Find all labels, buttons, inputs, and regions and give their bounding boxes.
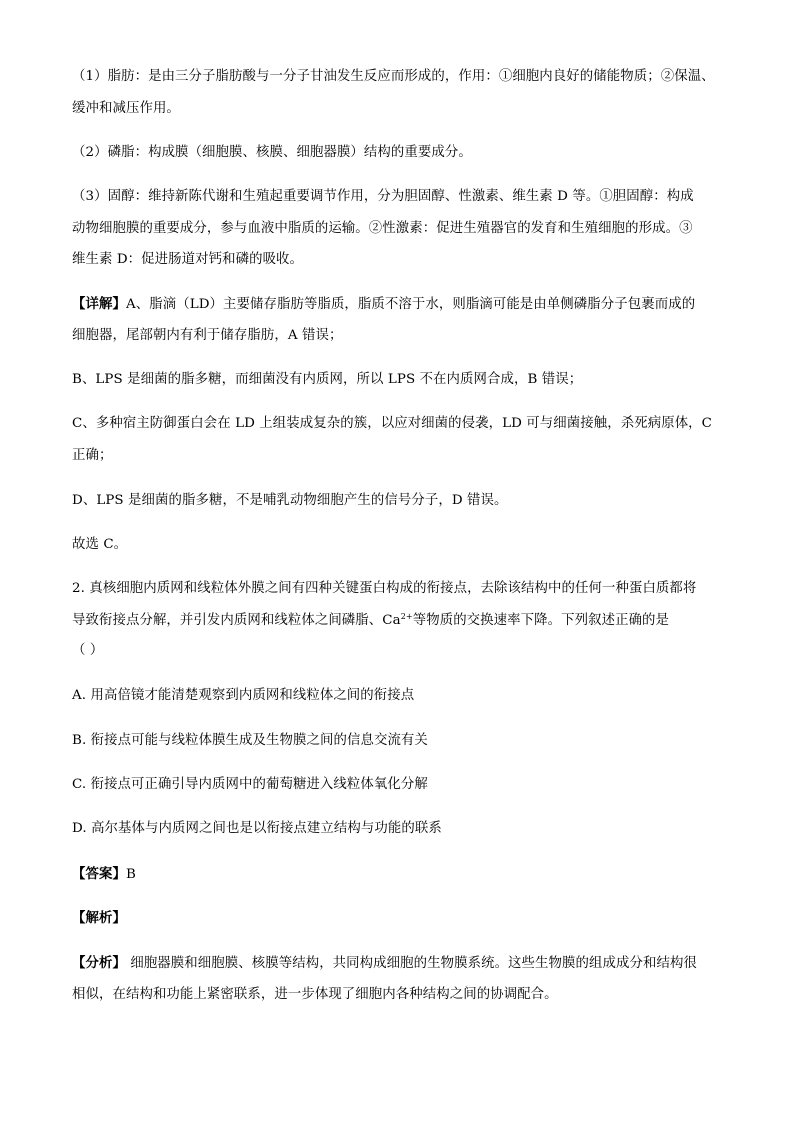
calcium-charge: 2+ xyxy=(400,612,413,621)
analysis-intro-line-2: 相似，在结构和功能上紧密联系，进一步体现了细胞内各种结构之间的协调配合。 xyxy=(72,987,558,1002)
detail-a-text: A、脂滴（LD）主要储存脂肪等脂质，脂质不溶于水，则脂滴可能是由单侧磷脂分子包裹而成的 xyxy=(125,297,696,312)
detail-c-line-1: C、多种宿主防御蛋白会在 LD 上组装成复杂的簇，以应对细菌的侵袭，LD 可与细菌接触，杀死病原体，C xyxy=(72,416,713,431)
question2-line-1: 2. 真核细胞内质网和线粒体外膜之间有四种关键蛋白构成的衔接点，去除该结构中的任何一种蛋白质都将 xyxy=(72,581,697,596)
detail-b-line: B、LPS 是细菌的脂多糖，而细菌没有内质网，所以 LPS 不在内质网合成，B 错误； xyxy=(72,372,583,387)
analysis-label: 【解析】 xyxy=(72,910,126,926)
sterol-line-1: （3）固醇：维持新陈代谢和生殖起重要调节作用，分为胆固醇、性激素、维生素 D 等。①胆固醇：构成 xyxy=(72,189,694,204)
answer-value: B xyxy=(125,867,136,882)
option-a: A. 用高倍镜才能清楚观察到内质网和线粒体之间的衔接点 xyxy=(72,688,415,703)
detail-d-line: D、LPS 是细菌的脂多糖，不是哺乳动物细胞产生的信号分子，D 错误。 xyxy=(72,493,508,508)
analysis-intro-label: 【分析】 xyxy=(72,955,126,971)
question2-line-2-after: 等物质的交换速率下降。下列叙述正确的是 xyxy=(412,613,670,628)
sterol-line-3: 维生素 D：促进肠道对钙和磷的吸收。 xyxy=(72,252,304,267)
conclusion-line: 故选 C。 xyxy=(72,537,128,552)
question2-line-3: （ ） xyxy=(72,643,104,658)
fat-line-2: 缓冲和减压作用。 xyxy=(72,101,180,116)
question2-line-2 xyxy=(72,612,732,630)
detail-c-line-2: 正确； xyxy=(72,448,113,463)
question2-line-2-before: 导致衔接点分解，并引发内质网和线粒体之间磷脂、Ca xyxy=(72,613,401,628)
detail-a-line-1 xyxy=(72,295,732,314)
fat-line-1: （1）脂肪：是由三分子脂肪酸与一分子甘油发生反应而形成的，作用：①细胞内良好的储能物质；②保温、 xyxy=(72,69,715,84)
option-c: C. 衔接点可正确引导内质网中的葡萄糖进入线粒体氧化分解 xyxy=(72,777,428,792)
analysis-intro-line-1 xyxy=(72,954,732,973)
analysis-intro-text: 细胞器膜和细胞膜、核膜等结构，共同构成细胞的生物膜系统。这些生物膜的组成成分和结构很 xyxy=(125,956,697,971)
detail-a-line-2: 细胞器，尾部朝内有利于储存脂肪，A 错误； xyxy=(72,328,343,343)
answer-line xyxy=(72,865,732,884)
detail-label: 【详解】 xyxy=(72,296,126,312)
option-b: B. 衔接点可能与线粒体膜生成及生物膜之间的信息交流有关 xyxy=(72,733,428,748)
analysis-heading xyxy=(72,909,732,928)
answer-label: 【答案】 xyxy=(72,866,126,882)
sterol-line-2: 动物细胞膜的重要成分，参与血液中脂质的运输。②性激素：促进生殖器官的发育和生殖细胞的形成。③ xyxy=(72,221,693,236)
phospholipid-line: （2）磷脂：构成膜（细胞膜、核膜、细胞器膜）结构的重要成分。 xyxy=(72,145,472,160)
option-d: D. 高尔基体与内质网之间也是以衔接点建立结构与功能的联系 xyxy=(72,821,442,836)
